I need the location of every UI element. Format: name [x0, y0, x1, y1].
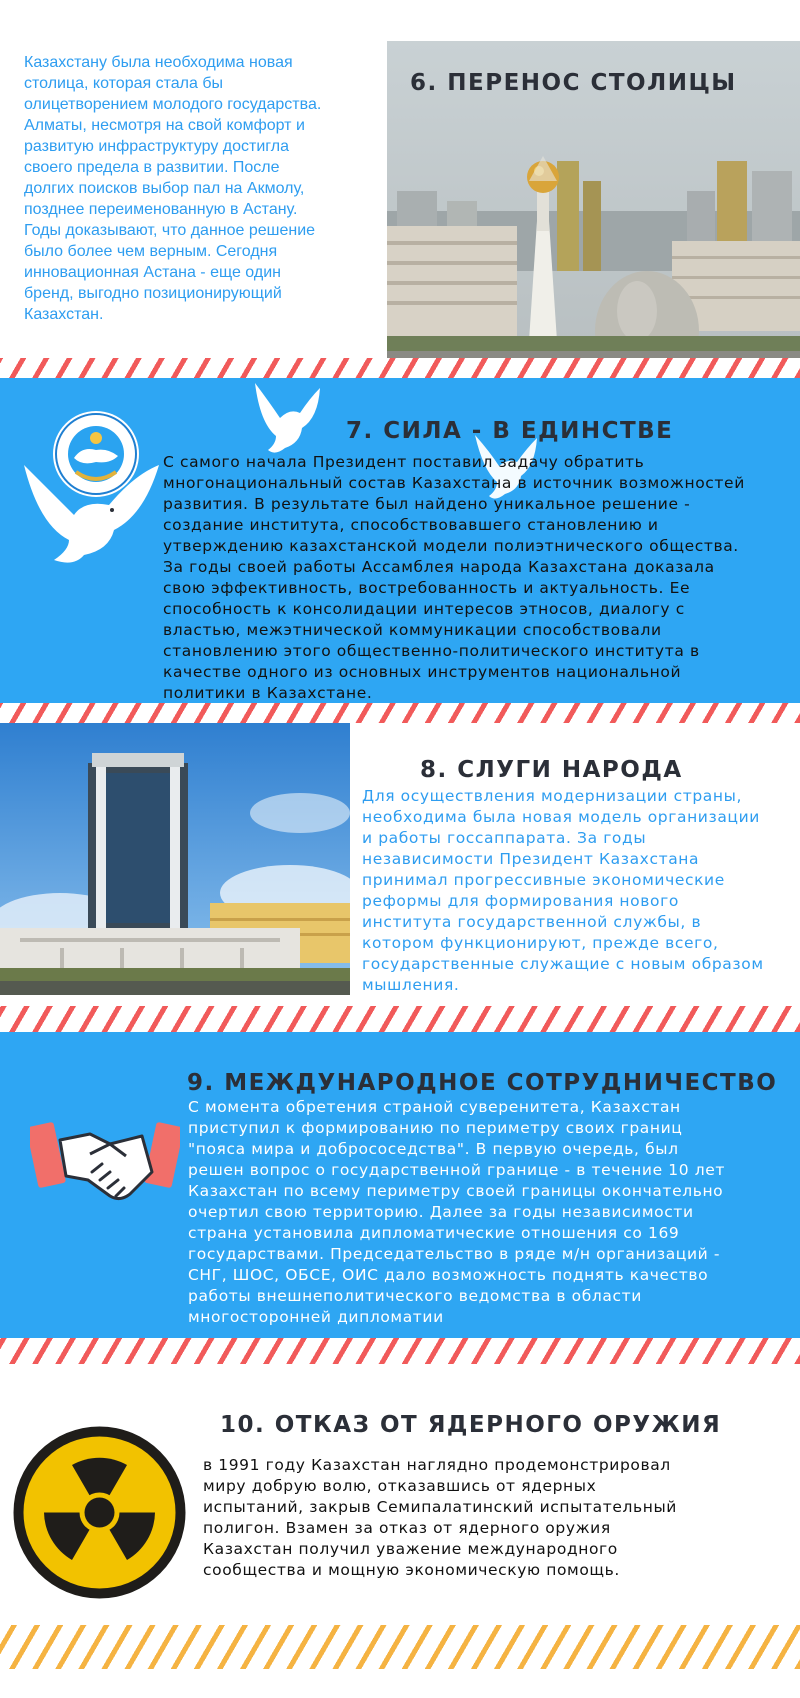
government-building-illustration: [0, 723, 350, 995]
stripe-divider: [0, 358, 800, 378]
public-servants-title: 8. СЛУГИ НАРОДА: [420, 757, 683, 783]
cooperation-title: 9. МЕЖДУНАРОДНОЕ СОТРУДНИЧЕСТВО: [187, 1070, 778, 1096]
stripe-divider: [0, 1006, 800, 1032]
stripe-divider: [0, 703, 800, 723]
radiation-icon: [12, 1425, 187, 1600]
handshake-icon: [30, 1110, 180, 1210]
dove-icon: [240, 378, 330, 458]
public-servants-text: Для осуществления модернизации страны, необходима была новая модель организации и работы госсаппарата. За годы независимости Президент Казахстана принимал прогрессивные экономические реформы для формирования нового института государственной службы, в котором функционируют, прежде всего, государственные служащие с новым образом мышления.: [362, 787, 764, 994]
nuclear-text: в 1991 году Казахстан наглядно продемонстрировал миру добрую волю, отказавшись от ядерных испытаний, закрыв Семипалатинский испытательный полигон. Взамен за отказ от ядерного оружия Казахстан получил уважение международного сообщества и мощную экономическую помощь.: [203, 1456, 677, 1579]
nuclear-title: 10. ОТКАЗ ОТ ЯДЕРНОГО ОРУЖИЯ: [220, 1412, 722, 1438]
unity-title: 7. СИЛА - В ЕДИНСТВЕ: [346, 418, 674, 444]
government-building-photo: [0, 723, 350, 995]
cooperation-text: С момента обретения страной суверенитета, Казахстан приступил к формированию по периметру своих границ "пояса мира и добрососедства". В первую очередь, был решен вопрос о государственной границе - в течение 10 лет Казахстан по всему периметру своей границы окончательно очертил свою территорию. Далее за годы независимости страна установила дипломатические отношения со 169 государствами. Председательство в ряде м/н организаций - СНГ, ШОС, ОБСЕ, ОИС дало возможность поднять качество работы внешнеполитического ведомства в области многосторонней дипломатии: [188, 1098, 725, 1326]
capital-transfer-text: Казахстану была необходима новая столица, которая стала бы олицетворением молодого государства. Алматы, несмотря на свой комфорт и развитую инфраструктуру достигла своего предела в развитии. После долгих поисков выбор пал на Акмолу, позднее переименованную в Астану. Годы доказывают, что данное решение было более чем верным. Сегодня инновационная Астана - еще один бренд, выгодно позиционирующий Казахстан.: [24, 54, 322, 323]
stripe-divider-yellow: [0, 1625, 800, 1669]
dove-icon: [14, 455, 164, 570]
unity-text: С самого начала Президент поставил задачу обратить многонациональный состав Казахстана в источник возможностей развития. В результате был найдено уникальное решение - создание института, способствовавшего становлению и утверждению казахстанской модели полиэтнического общества. За годы своей работы Ассамблея народа Казахстана доказала свою эффективность, востребованность и актуальность. Ее способность к консолидации интересов этносов, диалогу с властью, межэтнической коммуникации способствовали становлению этого общественно-политического института в качестве одного из основных инструментов национальной политики в Казахстане.: [163, 453, 745, 702]
stripe-divider: [0, 1338, 800, 1364]
capital-transfer-title: 6. ПЕРЕНОС СТОЛИЦЫ: [410, 70, 737, 96]
